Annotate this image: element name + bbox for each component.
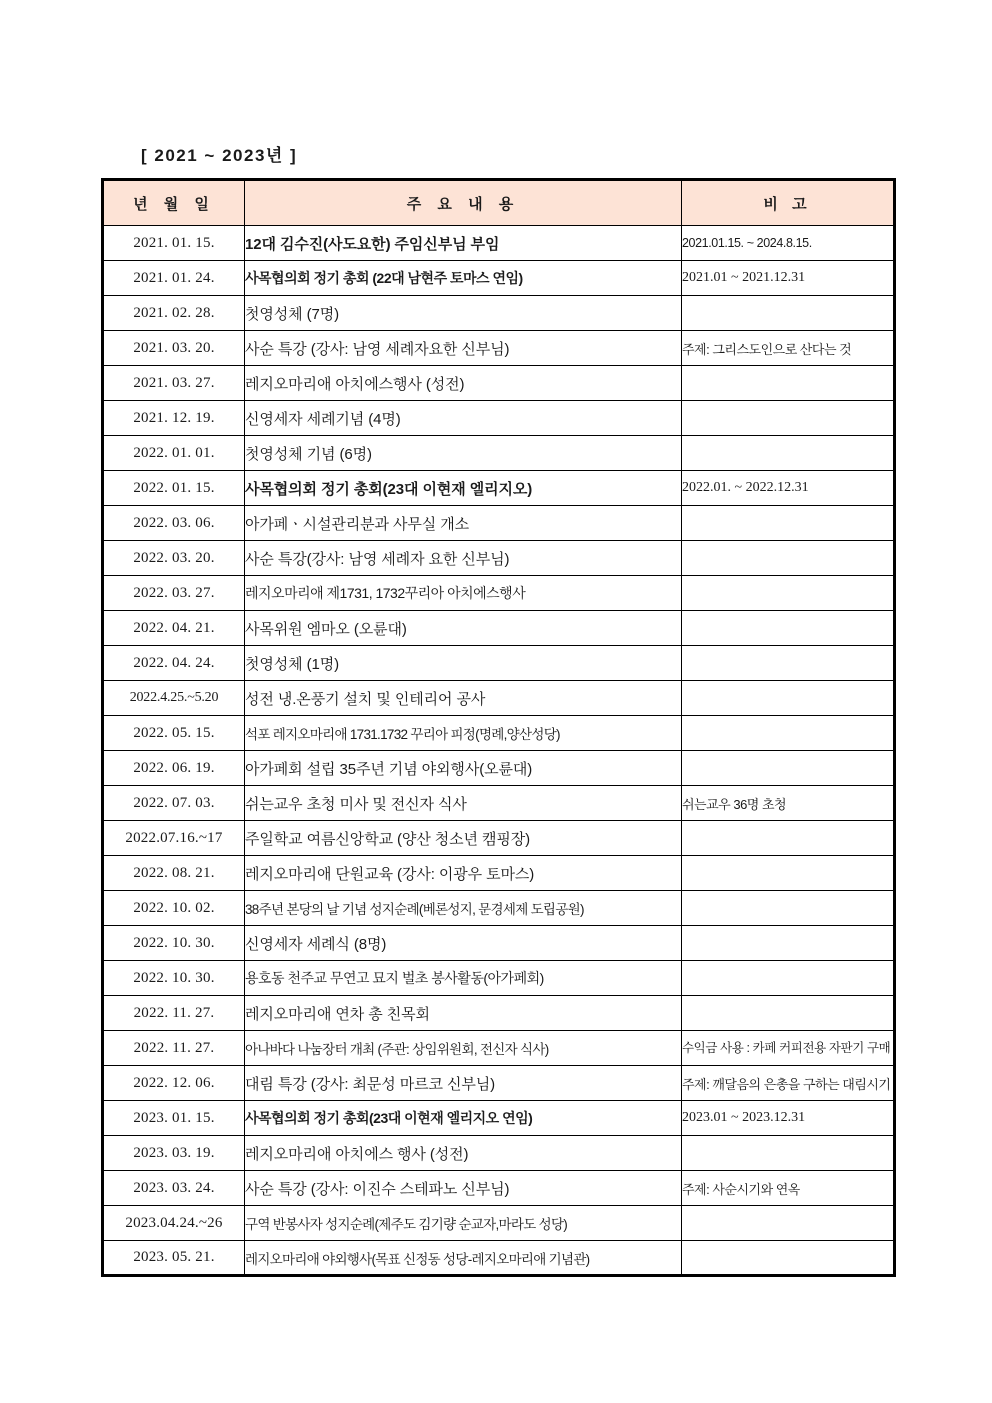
table-row: [103, 856, 895, 891]
cell-content: 석포 레지오마리애 1731.1732 꾸리아 피정(명례,양산성당): [245, 716, 682, 751]
cell-date: 2022. 11. 27.: [103, 996, 245, 1031]
table-row: [103, 1241, 895, 1276]
table-row: [103, 261, 895, 296]
table-row: [103, 226, 895, 261]
cell-date: 2023. 03. 24.: [103, 1171, 245, 1206]
table-body: [103, 226, 895, 1276]
cell-note: [682, 926, 895, 961]
cell-date: 2023. 01. 15.: [103, 1101, 245, 1136]
cell-content: 첫영성체 (1명): [245, 646, 682, 681]
table-row: [103, 1101, 895, 1136]
cell-note: [682, 996, 895, 1031]
cell-content: 첫영성체 (7명): [245, 296, 682, 331]
cell-content: 신영세자 세례기념 (4명): [245, 401, 682, 436]
cell-note: [682, 506, 895, 541]
table-row: [103, 576, 895, 611]
cell-date: 2022. 12. 06.: [103, 1066, 245, 1101]
table-row: [103, 1066, 895, 1101]
cell-date: 2022. 03. 27.: [103, 576, 245, 611]
cell-content: 첫영성체 기념 (6명): [245, 436, 682, 471]
table-row: [103, 401, 895, 436]
cell-content: 레지오마리애 야외행사(목표 신정동 성당-레지오마리애 기념관): [245, 1241, 682, 1276]
column-header-content: 주 요 내 용: [245, 180, 682, 226]
cell-note: [682, 716, 895, 751]
cell-content: 성전 냉.온풍기 설치 및 인테리어 공사: [245, 681, 682, 716]
cell-content: 쉬는교우 초청 미사 및 전신자 식사: [245, 786, 682, 821]
table-row: [103, 611, 895, 646]
schedule-table: [101, 178, 896, 1277]
table-row: [103, 646, 895, 681]
cell-date: 2022. 05. 15.: [103, 716, 245, 751]
cell-content: 레지오마리애 연차 총 친목회: [245, 996, 682, 1031]
table-header-row: [103, 180, 895, 226]
cell-note: [682, 681, 895, 716]
cell-content: 대림 특강 (강사: 최문성 마르코 신부님): [245, 1066, 682, 1101]
cell-date: 2022. 04. 21.: [103, 611, 245, 646]
cell-content: 사목협의회 정기 총회(23대 이현재 엘리지오 연임): [245, 1101, 682, 1136]
cell-note: [682, 821, 895, 856]
cell-note: [682, 541, 895, 576]
table-row: [103, 1171, 895, 1206]
cell-note: [682, 1241, 895, 1276]
cell-note: [682, 576, 895, 611]
table-header: [103, 180, 895, 226]
table-row: [103, 961, 895, 996]
cell-note: [682, 611, 895, 646]
table-row: [103, 1031, 895, 1066]
cell-date: 2021. 01. 15.: [103, 226, 245, 261]
cell-date: 2022. 04. 24.: [103, 646, 245, 681]
cell-date: 2022. 01. 01.: [103, 436, 245, 471]
cell-date: 2022. 10. 30.: [103, 961, 245, 996]
table-row: [103, 996, 895, 1031]
page-title: [ 2021 ~ 2023년 ]: [141, 146, 298, 165]
cell-content: 아가페ㆍ시설관리분과 사무실 개소: [245, 506, 682, 541]
table-row: [103, 1136, 895, 1171]
table-row: [103, 681, 895, 716]
table-row: [103, 296, 895, 331]
table-row: [103, 751, 895, 786]
cell-content: 12대 김수진(사도요한) 주임신부님 부임: [245, 226, 682, 261]
cell-content: 사목위원 엠마오 (오륜대): [245, 611, 682, 646]
cell-content: 주일학교 여름신앙학교 (양산 청소년 캠핑장): [245, 821, 682, 856]
schedule-table-container: [101, 178, 893, 1277]
cell-content: 용호동 천주교 무연고 묘지 벌초 봉사활동(아가페회): [245, 961, 682, 996]
cell-note: [682, 751, 895, 786]
cell-date: 2021. 01. 24.: [103, 261, 245, 296]
cell-note: [682, 891, 895, 926]
cell-content: 신영세자 세례식 (8명): [245, 926, 682, 961]
cell-note: [682, 296, 895, 331]
cell-note: 2023.01 ~ 2023.12.31: [682, 1101, 895, 1136]
cell-date: 2022. 10. 30.: [103, 926, 245, 961]
cell-date: 2022. 03. 20.: [103, 541, 245, 576]
cell-note: 2021.01.15. ~ 2024.8.15.: [682, 226, 895, 261]
column-header-date: 년 월 일: [103, 180, 245, 226]
cell-note: 주제: 사순시기와 연옥: [682, 1171, 895, 1206]
cell-note: 2022.01. ~ 2022.12.31: [682, 471, 895, 506]
cell-content: 구역 반봉사자 성지순례(제주도 김기량 순교자,마라도 성당): [245, 1206, 682, 1241]
cell-date: 2022. 11. 27.: [103, 1031, 245, 1066]
cell-date: 2022.4.25.~5.20: [103, 681, 245, 716]
cell-content: 레지오마리애 제1731, 1732꾸리아 아치에스행사: [245, 576, 682, 611]
cell-date: 2021. 03. 27.: [103, 366, 245, 401]
cell-note: [682, 366, 895, 401]
cell-content: 사순 특강 (강사: 남영 세례자요한 신부님): [245, 331, 682, 366]
table-row: [103, 506, 895, 541]
cell-content: 아나바다 나눔장터 개최 (주관: 상임위원회, 전신자 식사): [245, 1031, 682, 1066]
cell-content: 사목협의회 정기 총회(23대 이현재 엘리지오): [245, 471, 682, 506]
table-row: [103, 331, 895, 366]
table-row: [103, 891, 895, 926]
cell-note: 주제: 그리스도인으로 산다는 것: [682, 331, 895, 366]
cell-date: 2022. 07. 03.: [103, 786, 245, 821]
cell-content: 레지오마리애 단원교육 (강사: 이광우 토마스): [245, 856, 682, 891]
cell-note: [682, 1206, 895, 1241]
cell-date: 2022. 08. 21.: [103, 856, 245, 891]
cell-note: 주제: 깨달음의 은총을 구하는 대림시기: [682, 1066, 895, 1101]
table-row: [103, 821, 895, 856]
cell-note: 수익금 사용 : 카페 커피전용 자판기 구매: [682, 1031, 895, 1066]
table-row: [103, 471, 895, 506]
table-row: [103, 1206, 895, 1241]
cell-date: 2021. 02. 28.: [103, 296, 245, 331]
table-row: [103, 436, 895, 471]
table-row: [103, 541, 895, 576]
cell-content: 사목협의회 정기 총회 (22대 남현주 토마스 연임): [245, 261, 682, 296]
cell-note: [682, 436, 895, 471]
cell-note: [682, 646, 895, 681]
table-row: [103, 366, 895, 401]
cell-date: 2022.07.16.~17: [103, 821, 245, 856]
cell-content: 사순 특강(강사: 남영 세례자 요한 신부님): [245, 541, 682, 576]
cell-content: 레지오마리애 아치에스행사 (성전): [245, 366, 682, 401]
cell-note: [682, 401, 895, 436]
cell-content: 아가페회 설립 35주년 기념 야외행사(오륜대): [245, 751, 682, 786]
cell-content: 레지오마리애 아치에스 행사 (성전): [245, 1136, 682, 1171]
cell-date: 2022. 01. 15.: [103, 471, 245, 506]
cell-date: 2022. 10. 02.: [103, 891, 245, 926]
cell-date: 2021. 03. 20.: [103, 331, 245, 366]
cell-note: [682, 1136, 895, 1171]
cell-note: [682, 856, 895, 891]
cell-date: 2021. 12. 19.: [103, 401, 245, 436]
table-row: [103, 786, 895, 821]
table-row: [103, 716, 895, 751]
cell-note: [682, 961, 895, 996]
table-row: [103, 926, 895, 961]
cell-date: 2022. 03. 06.: [103, 506, 245, 541]
cell-content: 사순 특강 (강사: 이진수 스테파노 신부님): [245, 1171, 682, 1206]
column-header-note: 비 고: [682, 180, 895, 226]
cell-date: 2023. 03. 19.: [103, 1136, 245, 1171]
cell-content: 38주년 본당의 날 기념 성지순례(베론성지, 문경세제 도립공원): [245, 891, 682, 926]
cell-note: 2021.01 ~ 2021.12.31: [682, 261, 895, 296]
cell-date: 2023. 05. 21.: [103, 1241, 245, 1276]
cell-note: 쉬는교우 36명 초청: [682, 786, 895, 821]
cell-date: 2022. 06. 19.: [103, 751, 245, 786]
cell-date: 2023.04.24.~26: [103, 1206, 245, 1241]
